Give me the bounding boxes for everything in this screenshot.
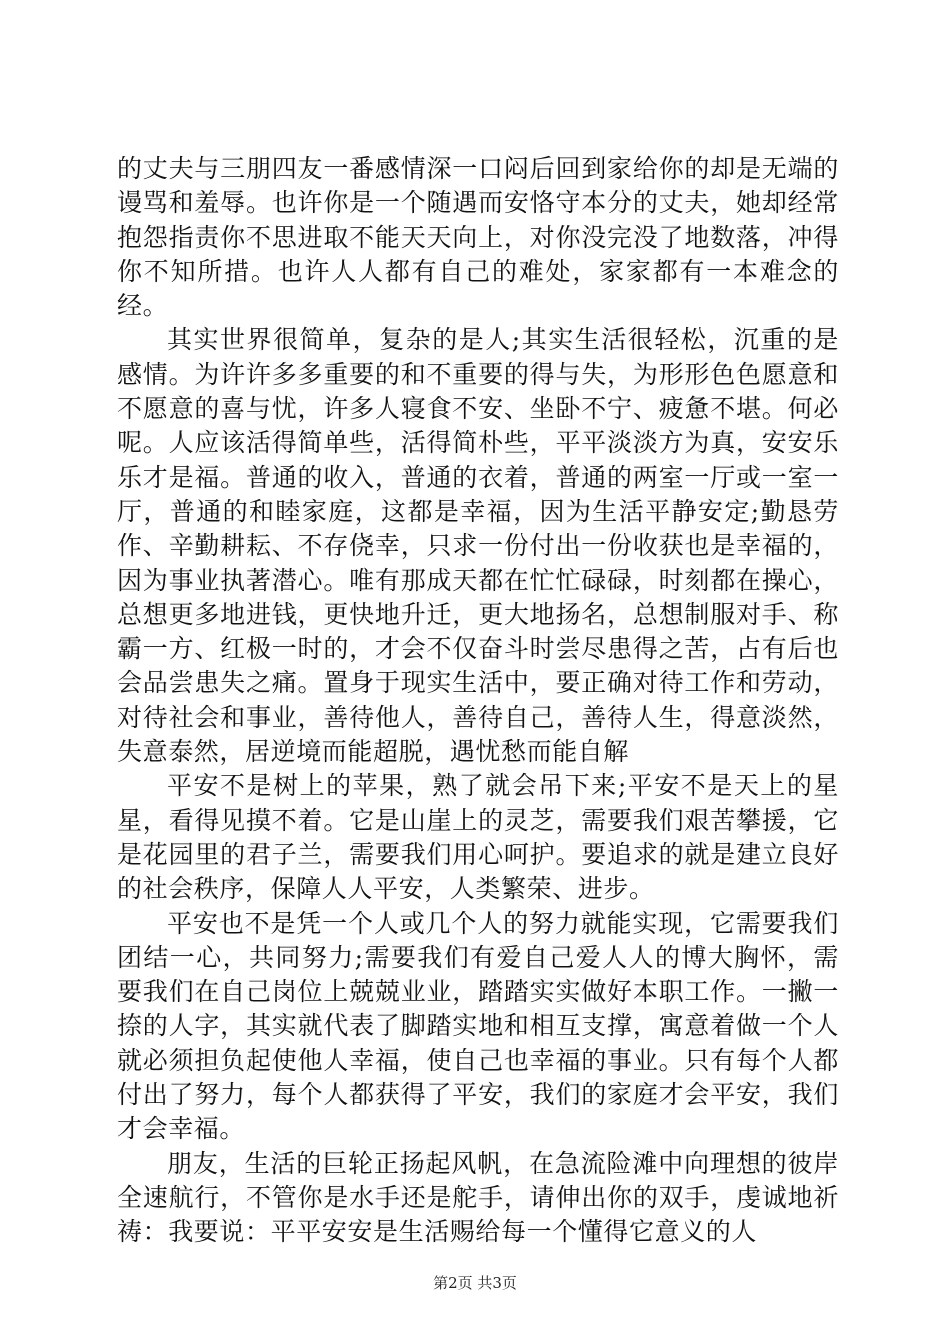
paragraph-4: 平安也不是凭一个人或几个人的努力就能实现，它需要我们团结一心，共同努力;需要我们有爱自己爱人人的博大胸怀，需要我们在自己岗位上兢兢业业，踏踏实实做好本职工作。一撇一捺的人字，其实就代表了脚踏实地和相互支撑，寓意着做一个人就必须担负起使他人幸福，使自己也幸福的事业。只有每个人都付出了努力，每个人都获得了平安，我们的家庭才会平安，我们才会幸福。 (117, 908, 839, 1144)
paragraph-5: 朋友，生活的巨轮正扬起风帆，在急流险滩中向理想的彼岸全速航行，不管你是水手还是舵手，请伸出你的双手，虔诚地祈祷：我要说：平平安安是生活赐给每一个懂得它意义的人 (117, 1148, 839, 1247)
paragraph-1: 的丈夫与三朋四友一番感情深一口闷后回到家给你的却是无端的谩骂和羞辱。也许你是一个随遇而安恪守本分的丈夫，她却经常抱怨指责你不思进取不能天天向上，对你没完没了地数落，冲得你不知所措。也许人人都有自己的难处，家家都有一本难念的经。 (117, 154, 839, 321)
paragraph-3: 平安不是树上的苹果，熟了就会吊下来;平安不是天上的星星，看得见摸不着。它是山崖上的灵芝，需要我们艰苦攀援，它是花园里的君子兰，需要我们用心呵护。要追求的就是建立良好的社会秩序，保障人人平安，人类繁荣、进步。 (117, 771, 839, 904)
paragraph-2: 其实世界很简单，复杂的是人;其实生活很轻松，沉重的是感情。为许许多多重要的和不重要的得与失，为形形色色愿意和不愿意的喜与忧，许多人寝食不安、坐卧不宁、疲惫不堪。何必呢。人应该活得简单些，活得简朴些，平平淡淡方为真，安安乐乐才是福。普通的收入，普通的衣着，普通的两室一厅或一室一厅，普通的和睦家庭，这都是幸福，因为生活平静安定;勤恳劳作、辛勤耕耘、不存侥幸，只求一份付出一份收获也是幸福的，因为事业执著潜心。唯有那成天都在忙忙碌碌，时刻都在操心，总想更多地进钱，更快地升迁，更大地扬名，总想制服对手、称霸一方、红极一时的，才会不仅奋斗时尝尽患得之苦，占有后也会品尝患失之痛。置身于现实生活中，要正确对待工作和劳动，对待社会和事业，善待他人，善待自己，善待人生，得意淡然，失意泰然，居逆境而能超脱，遇忧愁而能自解 (117, 325, 839, 767)
page-number-footer: 第2页 共3页 (433, 1274, 517, 1292)
document-body (117, 152, 839, 1250)
